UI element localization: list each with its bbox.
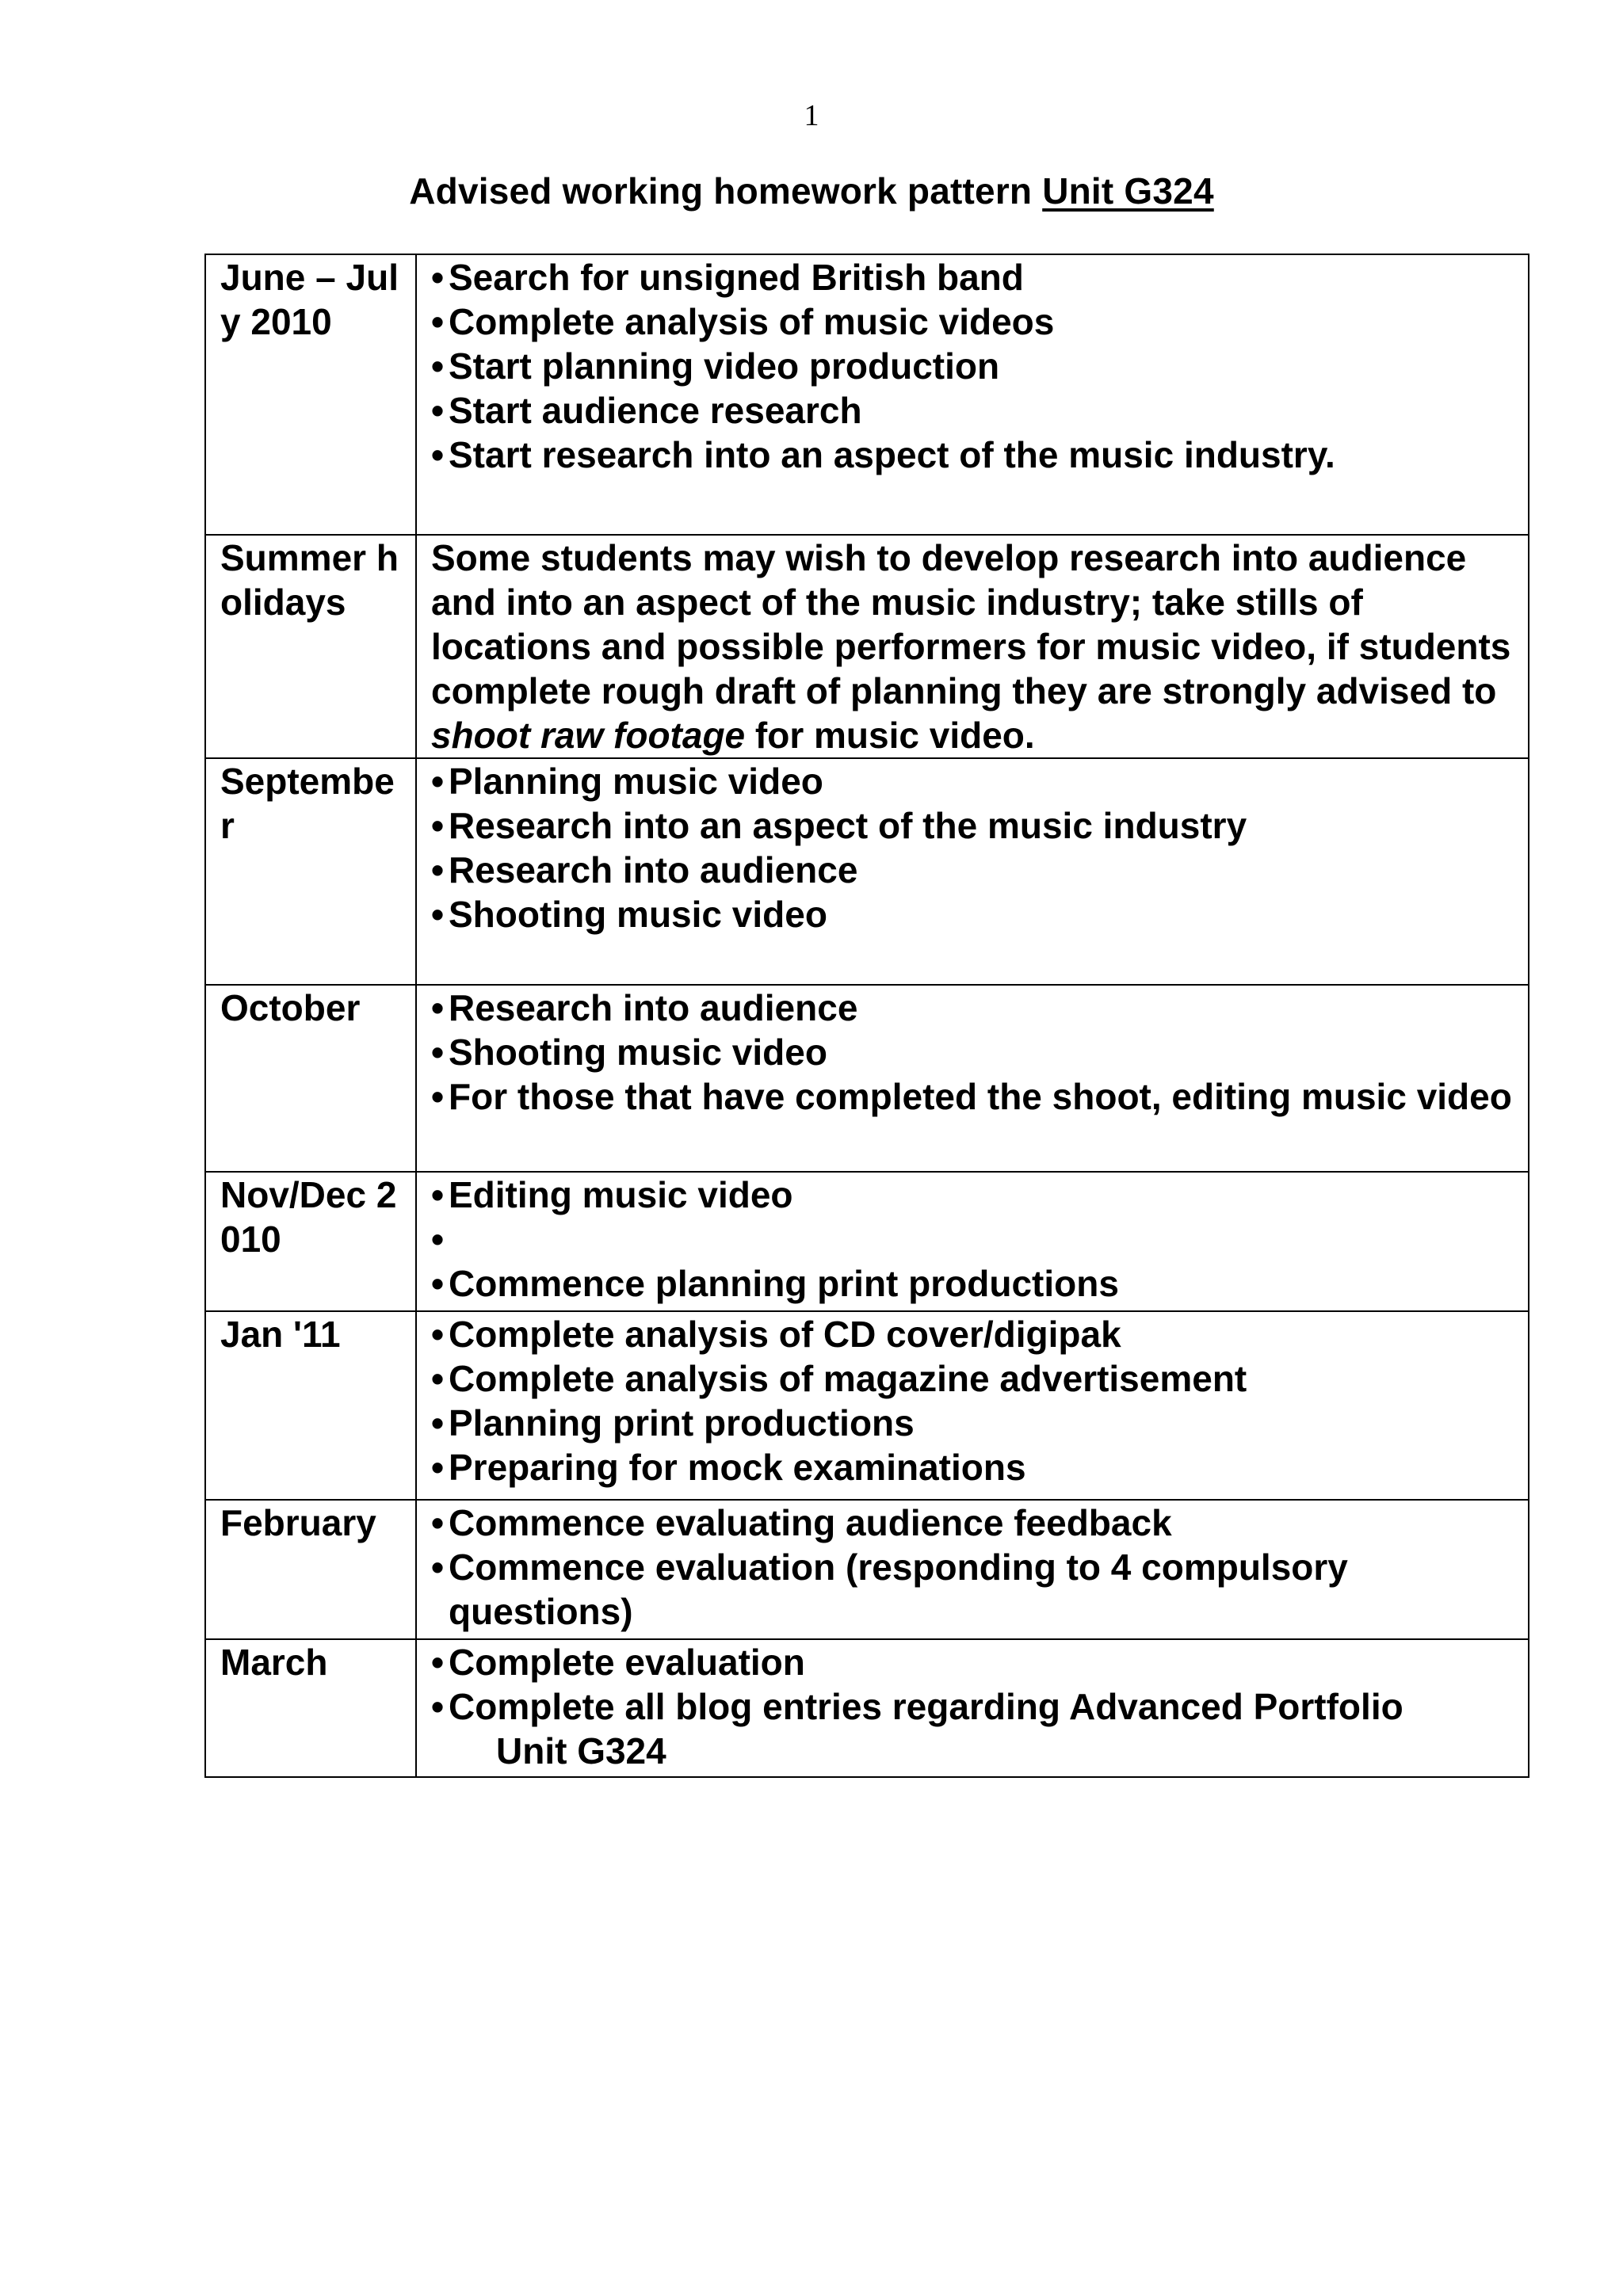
task-list — [431, 986, 1518, 1119]
task-list — [431, 1640, 1518, 1773]
list-item: • Search for unsigned British band — [431, 255, 1518, 299]
list-item: • Complete analysis of music videos — [431, 299, 1518, 344]
task-list — [431, 759, 1518, 936]
list-item: • Complete analysis of CD cover/digipak — [431, 1312, 1518, 1356]
task-list — [431, 1173, 1518, 1306]
list-item: • Research into audience — [431, 986, 1518, 1030]
list-item: • For those that have completed the shoot, editing music video — [431, 1074, 1518, 1119]
tasks-cell — [416, 1311, 1529, 1500]
title-unit: Unit G324 — [1042, 170, 1214, 212]
list-item: • Commence planning print productions — [431, 1261, 1518, 1306]
list-item-continuation: Unit G324 — [496, 1730, 666, 1772]
paragraph-emphasis: shoot raw footage — [431, 715, 746, 756]
table-row — [205, 254, 1529, 535]
tasks-cell — [416, 758, 1529, 985]
list-item: • Planning print productions — [431, 1401, 1518, 1445]
period-cell: Summer holidays — [205, 535, 416, 758]
document-title — [0, 170, 1623, 212]
task-list — [431, 255, 1518, 477]
period-cell: October — [205, 985, 416, 1172]
table-row — [205, 1500, 1529, 1639]
task-list — [431, 1501, 1518, 1634]
list-item: • Preparing for mock examinations — [431, 1445, 1518, 1489]
list-item: • Commence evaluating audience feedback — [431, 1501, 1518, 1545]
tasks-cell — [416, 1172, 1529, 1311]
table-row — [205, 1639, 1529, 1777]
table-row — [205, 1311, 1529, 1500]
tasks-cell — [416, 535, 1529, 758]
list-item: • Commence evaluation (responding to 4 compulsory questions) — [431, 1545, 1518, 1634]
period-cell: Nov/Dec 2010 — [205, 1172, 416, 1311]
list-item: • Editing music video — [431, 1173, 1518, 1217]
list-spacer — [431, 1217, 1518, 1261]
list-item: • Shooting music video — [431, 1030, 1518, 1074]
list-item: • Complete evaluation — [431, 1640, 1518, 1684]
list-item: • Start audience research — [431, 388, 1518, 433]
table-row — [205, 758, 1529, 985]
list-item: • Shooting music video — [431, 892, 1518, 936]
tasks-cell — [416, 254, 1529, 535]
table-row — [205, 535, 1529, 758]
list-item: • Research into an aspect of the music industry — [431, 803, 1518, 848]
paragraph-text: Some students may wish to develop research into audience and into an aspect of the music industry; take stills of locations and possible performers for music video, if students complete rough draft of planning they are strongly advised to — [431, 537, 1511, 711]
task-list — [431, 1312, 1518, 1489]
summer-paragraph — [431, 536, 1518, 757]
list-item-text: Complete all blog entries regarding Advanced Portfolio — [449, 1686, 1403, 1727]
page-number: 1 — [804, 99, 819, 132]
period-cell: March — [205, 1639, 416, 1777]
list-item: • Complete analysis of magazine advertisement — [431, 1356, 1518, 1401]
paragraph-text-end: for music video. — [745, 715, 1035, 756]
table-row — [205, 985, 1529, 1172]
list-item: • Start research into an aspect of the music industry. — [431, 433, 1518, 477]
title-text: Advised working homework pattern — [409, 170, 1043, 212]
tasks-cell — [416, 1639, 1529, 1777]
period-cell: September — [205, 758, 416, 985]
list-item: • Planning music video — [431, 759, 1518, 803]
list-item — [431, 1684, 1518, 1773]
period-cell: June – July 2010 — [205, 254, 416, 535]
list-item: • Research into audience — [431, 848, 1518, 892]
list-item: • Start planning video production — [431, 344, 1518, 388]
period-cell: February — [205, 1500, 416, 1639]
tasks-cell — [416, 1500, 1529, 1639]
period-cell: Jan '11 — [205, 1311, 416, 1500]
homework-schedule-table — [204, 254, 1529, 1778]
tasks-cell — [416, 985, 1529, 1172]
table-row — [205, 1172, 1529, 1311]
